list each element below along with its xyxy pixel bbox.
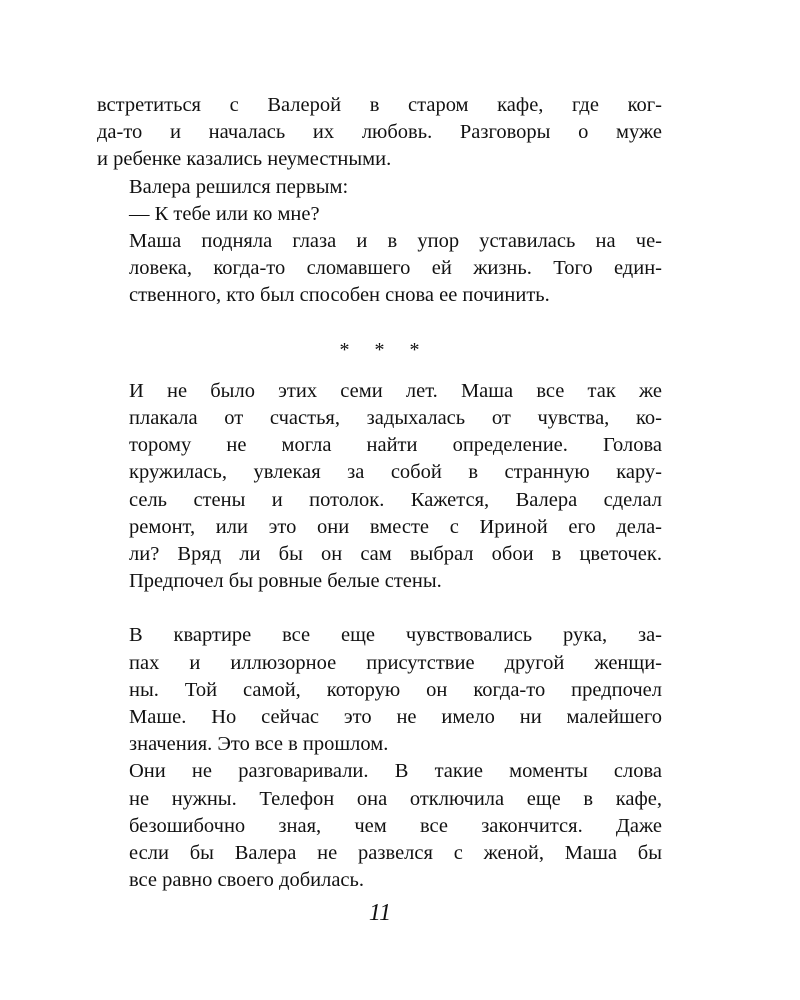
text-line: не нужны. Телефон она отключила еще в кафе, xyxy=(129,787,662,810)
text-line: ли? Вряд ли бы он сам выбрал обои в цветочек. xyxy=(129,543,662,566)
text-line: Маше. Но сейчас это не имело ни малейшего xyxy=(129,706,662,729)
section-separator: * * * xyxy=(339,338,430,361)
text-line: ремонт, или это они вместе с Ириной его дела- xyxy=(129,515,662,538)
paragraph-gap xyxy=(97,595,662,622)
text-line: торому не могла найти определение. Голова xyxy=(129,434,662,457)
paragraph xyxy=(97,92,662,174)
text-line: Валера решился первым: xyxy=(129,175,349,198)
paragraph xyxy=(97,228,662,310)
text-line: сель стены и потолок. Кажется, Валера сделал xyxy=(129,488,662,511)
text-line: ловека, когда-то сломавшего ей жизнь. Того един- xyxy=(129,257,662,280)
text-line: Они не разговаривали. В такие моменты слова xyxy=(129,760,662,783)
text-line: — К тебе или ко мне? xyxy=(129,202,320,225)
text-line: да-то и началась их любовь. Разговоры о муже xyxy=(97,121,662,144)
text-line: И не было этих семи лет. Маша все так же xyxy=(129,379,662,402)
text-line: Маша подняла глаза и в упор уставилась на че- xyxy=(129,230,662,253)
text-line: и ребенке казались неуместными. xyxy=(97,148,392,171)
text-line: ны. Той самой, которую он когда-то предпочел xyxy=(129,678,662,701)
text-line: если бы Валера не развелся с женой, Маша бы xyxy=(129,842,662,865)
text-line: плакала от счастья, задыхалась от чувства, ко- xyxy=(129,407,662,430)
text-line: безошибочно зная, чем все закончится. Даже xyxy=(129,814,662,837)
text-line: кружилась, увлекая за собой в странную кару- xyxy=(129,461,662,484)
paragraph xyxy=(97,622,662,758)
paragraph xyxy=(97,378,662,596)
text-line: пах и иллюзорное присутствие другой женщи- xyxy=(129,651,662,674)
page-number: 11 xyxy=(368,900,392,926)
paragraph xyxy=(97,174,662,201)
paragraph xyxy=(97,758,662,894)
book-page-text xyxy=(97,92,662,894)
text-line: все равно своего добилась. xyxy=(129,869,364,892)
paragraph xyxy=(97,201,662,228)
text-line: В квартире все еще чувствовались рука, за- xyxy=(129,624,662,647)
text-line: значения. Это все в прошлом. xyxy=(129,733,389,756)
text-line: Предпочел бы ровные белые стены. xyxy=(129,570,442,593)
text-line: встретиться с Валерой в старом кафе, где ког- xyxy=(97,94,662,116)
text-line: ственного, кто был способен снова ее починить. xyxy=(129,284,550,307)
